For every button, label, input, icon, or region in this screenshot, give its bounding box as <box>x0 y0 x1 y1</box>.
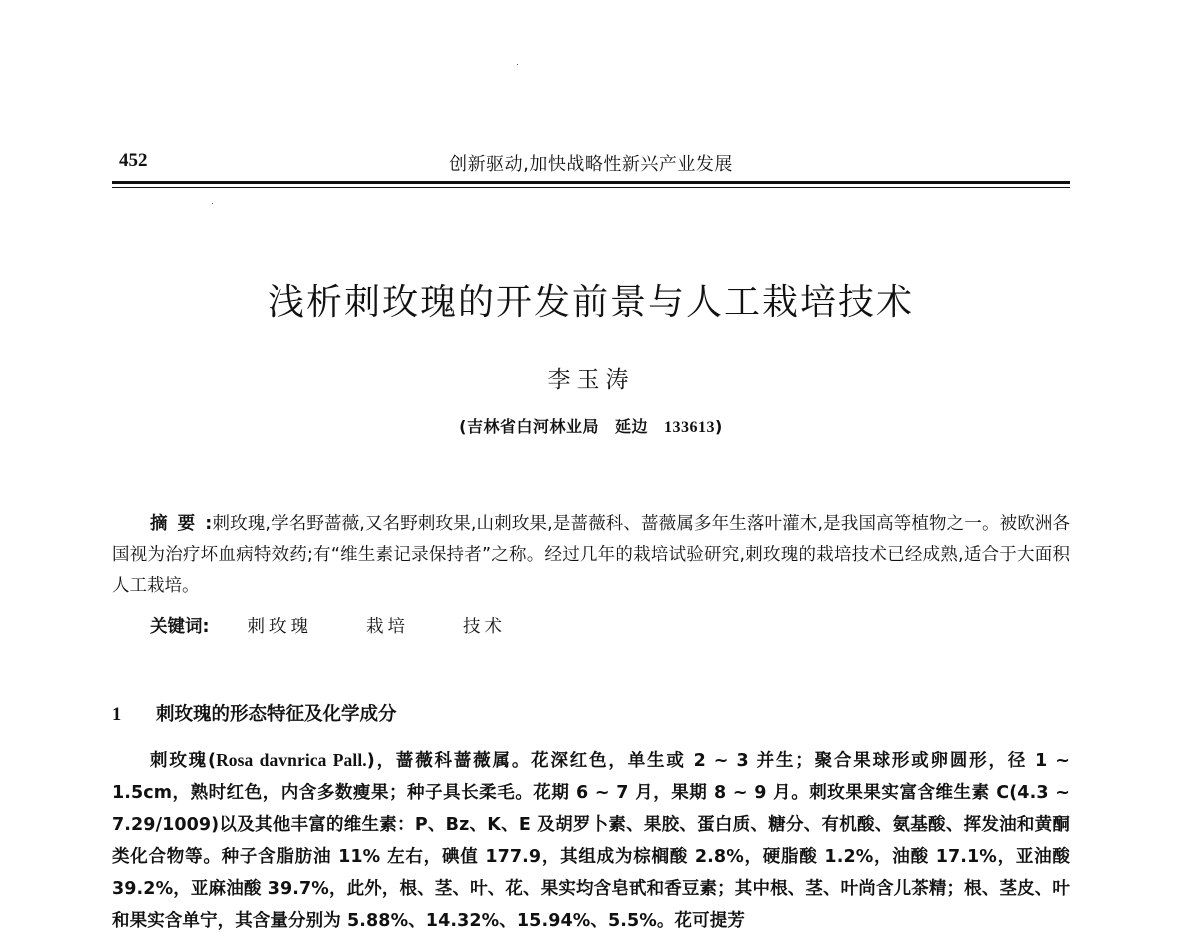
abstract <box>112 509 1070 602</box>
latin-name: Rosa davnrica Pall. <box>216 750 367 770</box>
paragraph-start: 刺玫瑰( <box>150 751 217 771</box>
keyword-item: 栽培 <box>366 617 409 637</box>
section-heading <box>112 700 397 726</box>
author-name: 李玉涛 <box>547 367 635 393</box>
abstract-label: 摘要 <box>150 514 206 534</box>
affiliation-close-paren: ) <box>715 417 723 436</box>
keyword-item: 技术 <box>463 617 506 637</box>
author-affiliation <box>112 414 1070 437</box>
section-title: 刺玫瑰的形态特征及化学成分 <box>156 704 397 725</box>
keywords <box>112 612 1070 643</box>
page-header <box>112 148 1070 178</box>
keywords-label: 关键词: <box>150 617 210 637</box>
keyword-item: 刺玫瑰 <box>247 617 312 637</box>
abstract-label-colon: : <box>205 514 213 534</box>
header-rule <box>112 181 1070 184</box>
affiliation-postcode: 133613 <box>664 419 716 436</box>
scan-speck <box>517 64 518 65</box>
running-head: 创新驱动,加快战略性新兴产业发展 <box>449 154 733 175</box>
affiliation-org: 吉林省白河林业局 <box>466 417 599 436</box>
affiliation-city: 延边 <box>615 417 649 436</box>
abstract-text: 刺玫瑰,学名野蔷薇,又名野刺玫果,山刺玫果,是蔷薇科、蔷薇属多年生落叶灌木,是我国高等植物之一。被欧洲各国视为治疗坏血病特效药;有“维生素记录保持者”之称。经过几年的栽培试验研究,刺玫瑰的栽培技术已经成熟,适合于大面积人工栽培。 <box>112 514 1071 596</box>
page-number: 452 <box>119 150 148 171</box>
section-paragraph <box>112 744 1070 937</box>
header-rule-thin <box>112 187 1070 188</box>
scan-speck <box>212 203 213 204</box>
article-title: 浅析刺玫瑰的开发前景与人工栽培技术 <box>267 282 914 324</box>
paragraph-rest: )，蔷薇科蔷薇属。花深红色，单生或 2 ~ 3 并生；聚合果球形或卵圆形，径 1 ~ 1.5cm，熟时红色，内含多数瘦果；种子具长柔毛。花期 6 ~ 7 月，果期 8 ~ 9 月。刺玫果果实富含维生素 C(4.3 ~ 7.29/1009)以及其他丰富的维生素：P、Bz、K、E 及胡罗卜素、果胶、蛋白质、糖分、有机酸、氨基酸、挥发油和黄酮类化合物等。种子含脂肪油 11% 左右，碘值 177.9，其组成为棕榈酸 2.8%，硬脂酸 1.2%，油酸 17.1%，亚油酸 39.2%，亚麻油酸 39.7%，此外，根、茎、叶、花、果实均含皂甙和香豆素；其中根、茎、叶尚含儿茶精；根、茎皮、叶和果实含单宁，其含量分别为 5.88%、14.32%、15.94%、5.5%。花可提芳 <box>112 751 1071 931</box>
affiliation-open-paren: ( <box>459 417 467 436</box>
section-number: 1 <box>112 705 122 725</box>
